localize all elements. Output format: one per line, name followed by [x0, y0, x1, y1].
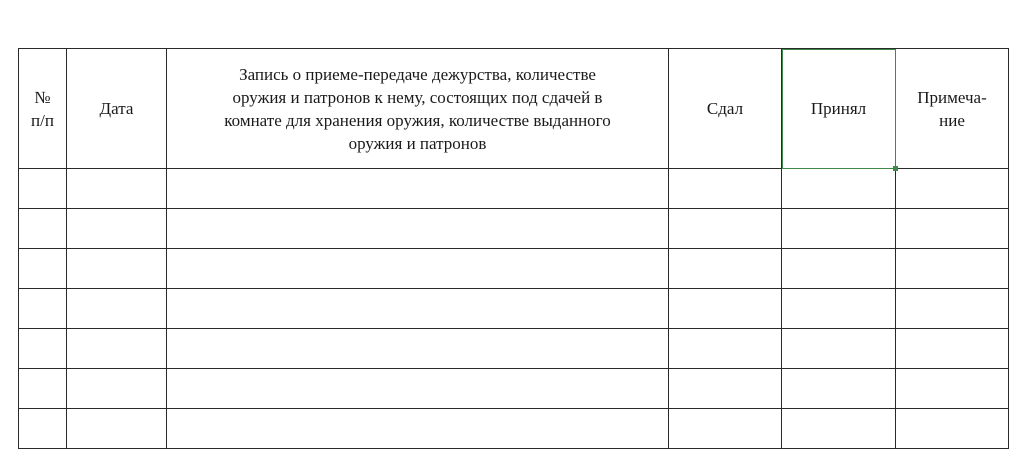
table-cell-handed[interactable]	[669, 209, 782, 249]
table-cell-note[interactable]	[896, 289, 1009, 329]
table-cell-handed[interactable]	[669, 169, 782, 209]
header-cell-note[interactable]	[896, 49, 1009, 169]
table-cell-record[interactable]	[167, 409, 669, 449]
table-cell-record[interactable]	[167, 169, 669, 209]
table-cell-handed[interactable]	[669, 289, 782, 329]
table-header-row	[19, 49, 1009, 169]
table-cell-date[interactable]	[67, 169, 167, 209]
table-row	[19, 169, 1009, 209]
table-cell-received[interactable]	[782, 329, 896, 369]
table-cell-date[interactable]	[67, 369, 167, 409]
table-cell-record[interactable]	[167, 329, 669, 369]
table-row	[19, 289, 1009, 329]
table-cell-handed[interactable]	[669, 329, 782, 369]
table-cell-note[interactable]	[896, 209, 1009, 249]
table-cell-received[interactable]	[782, 409, 896, 449]
header-cell-received-selected[interactable]	[782, 49, 896, 169]
table-row	[19, 249, 1009, 289]
table-cell-date[interactable]	[67, 249, 167, 289]
table-cell-number[interactable]	[19, 409, 67, 449]
header-received-label: Принял	[810, 99, 867, 118]
header-cell-number[interactable]	[19, 49, 67, 169]
header-cell-date[interactable]	[67, 49, 167, 169]
table-cell-date[interactable]	[67, 289, 167, 329]
header-cell-record[interactable]	[167, 49, 669, 169]
table-cell-record[interactable]	[167, 289, 669, 329]
table-cell-note[interactable]	[896, 329, 1009, 369]
table-cell-received[interactable]	[782, 249, 896, 289]
table-cell-number[interactable]	[19, 209, 67, 249]
selection-fill-handle[interactable]	[893, 166, 898, 171]
table-cell-handed[interactable]	[669, 249, 782, 289]
table-cell-received[interactable]	[782, 169, 896, 209]
table-cell-note[interactable]	[896, 249, 1009, 289]
table-cell-received[interactable]	[782, 369, 896, 409]
table-cell-record[interactable]	[167, 369, 669, 409]
table-cell-received[interactable]	[782, 289, 896, 329]
table-row	[19, 369, 1009, 409]
table-cell-number[interactable]	[19, 329, 67, 369]
table-cell-date[interactable]	[67, 329, 167, 369]
header-number-label: № п/п	[31, 87, 54, 130]
table-row	[19, 409, 1009, 449]
table-cell-number[interactable]	[19, 249, 67, 289]
header-handed-label: Сдал	[706, 99, 744, 118]
table-cell-date[interactable]	[67, 409, 167, 449]
table-cell-record[interactable]	[167, 209, 669, 249]
header-note-label: Примеча- ние	[917, 87, 987, 130]
table-cell-note[interactable]	[896, 169, 1009, 209]
table-row	[19, 209, 1009, 249]
table-row	[19, 329, 1009, 369]
table-cell-number[interactable]	[19, 369, 67, 409]
table-cell-number[interactable]	[19, 169, 67, 209]
table-cell-handed[interactable]	[669, 409, 782, 449]
table-cell-note[interactable]	[896, 369, 1009, 409]
table-cell-record[interactable]	[167, 249, 669, 289]
table-cell-received[interactable]	[782, 209, 896, 249]
duty-handover-table	[18, 48, 1009, 449]
header-record-label: Запись о приеме-передаче дежурства, количестве оружия и патронов к нему, состоящих под сдачей в комнате для хранения оружия, количестве выданного оружия и патронов	[224, 64, 611, 153]
journal-sheet	[18, 48, 1008, 449]
table-cell-handed[interactable]	[669, 369, 782, 409]
header-date-label: Дата	[99, 99, 134, 118]
table-body	[19, 169, 1009, 449]
table-cell-date[interactable]	[67, 209, 167, 249]
table-cell-note[interactable]	[896, 409, 1009, 449]
table-cell-number[interactable]	[19, 289, 67, 329]
header-cell-handed[interactable]	[669, 49, 782, 169]
